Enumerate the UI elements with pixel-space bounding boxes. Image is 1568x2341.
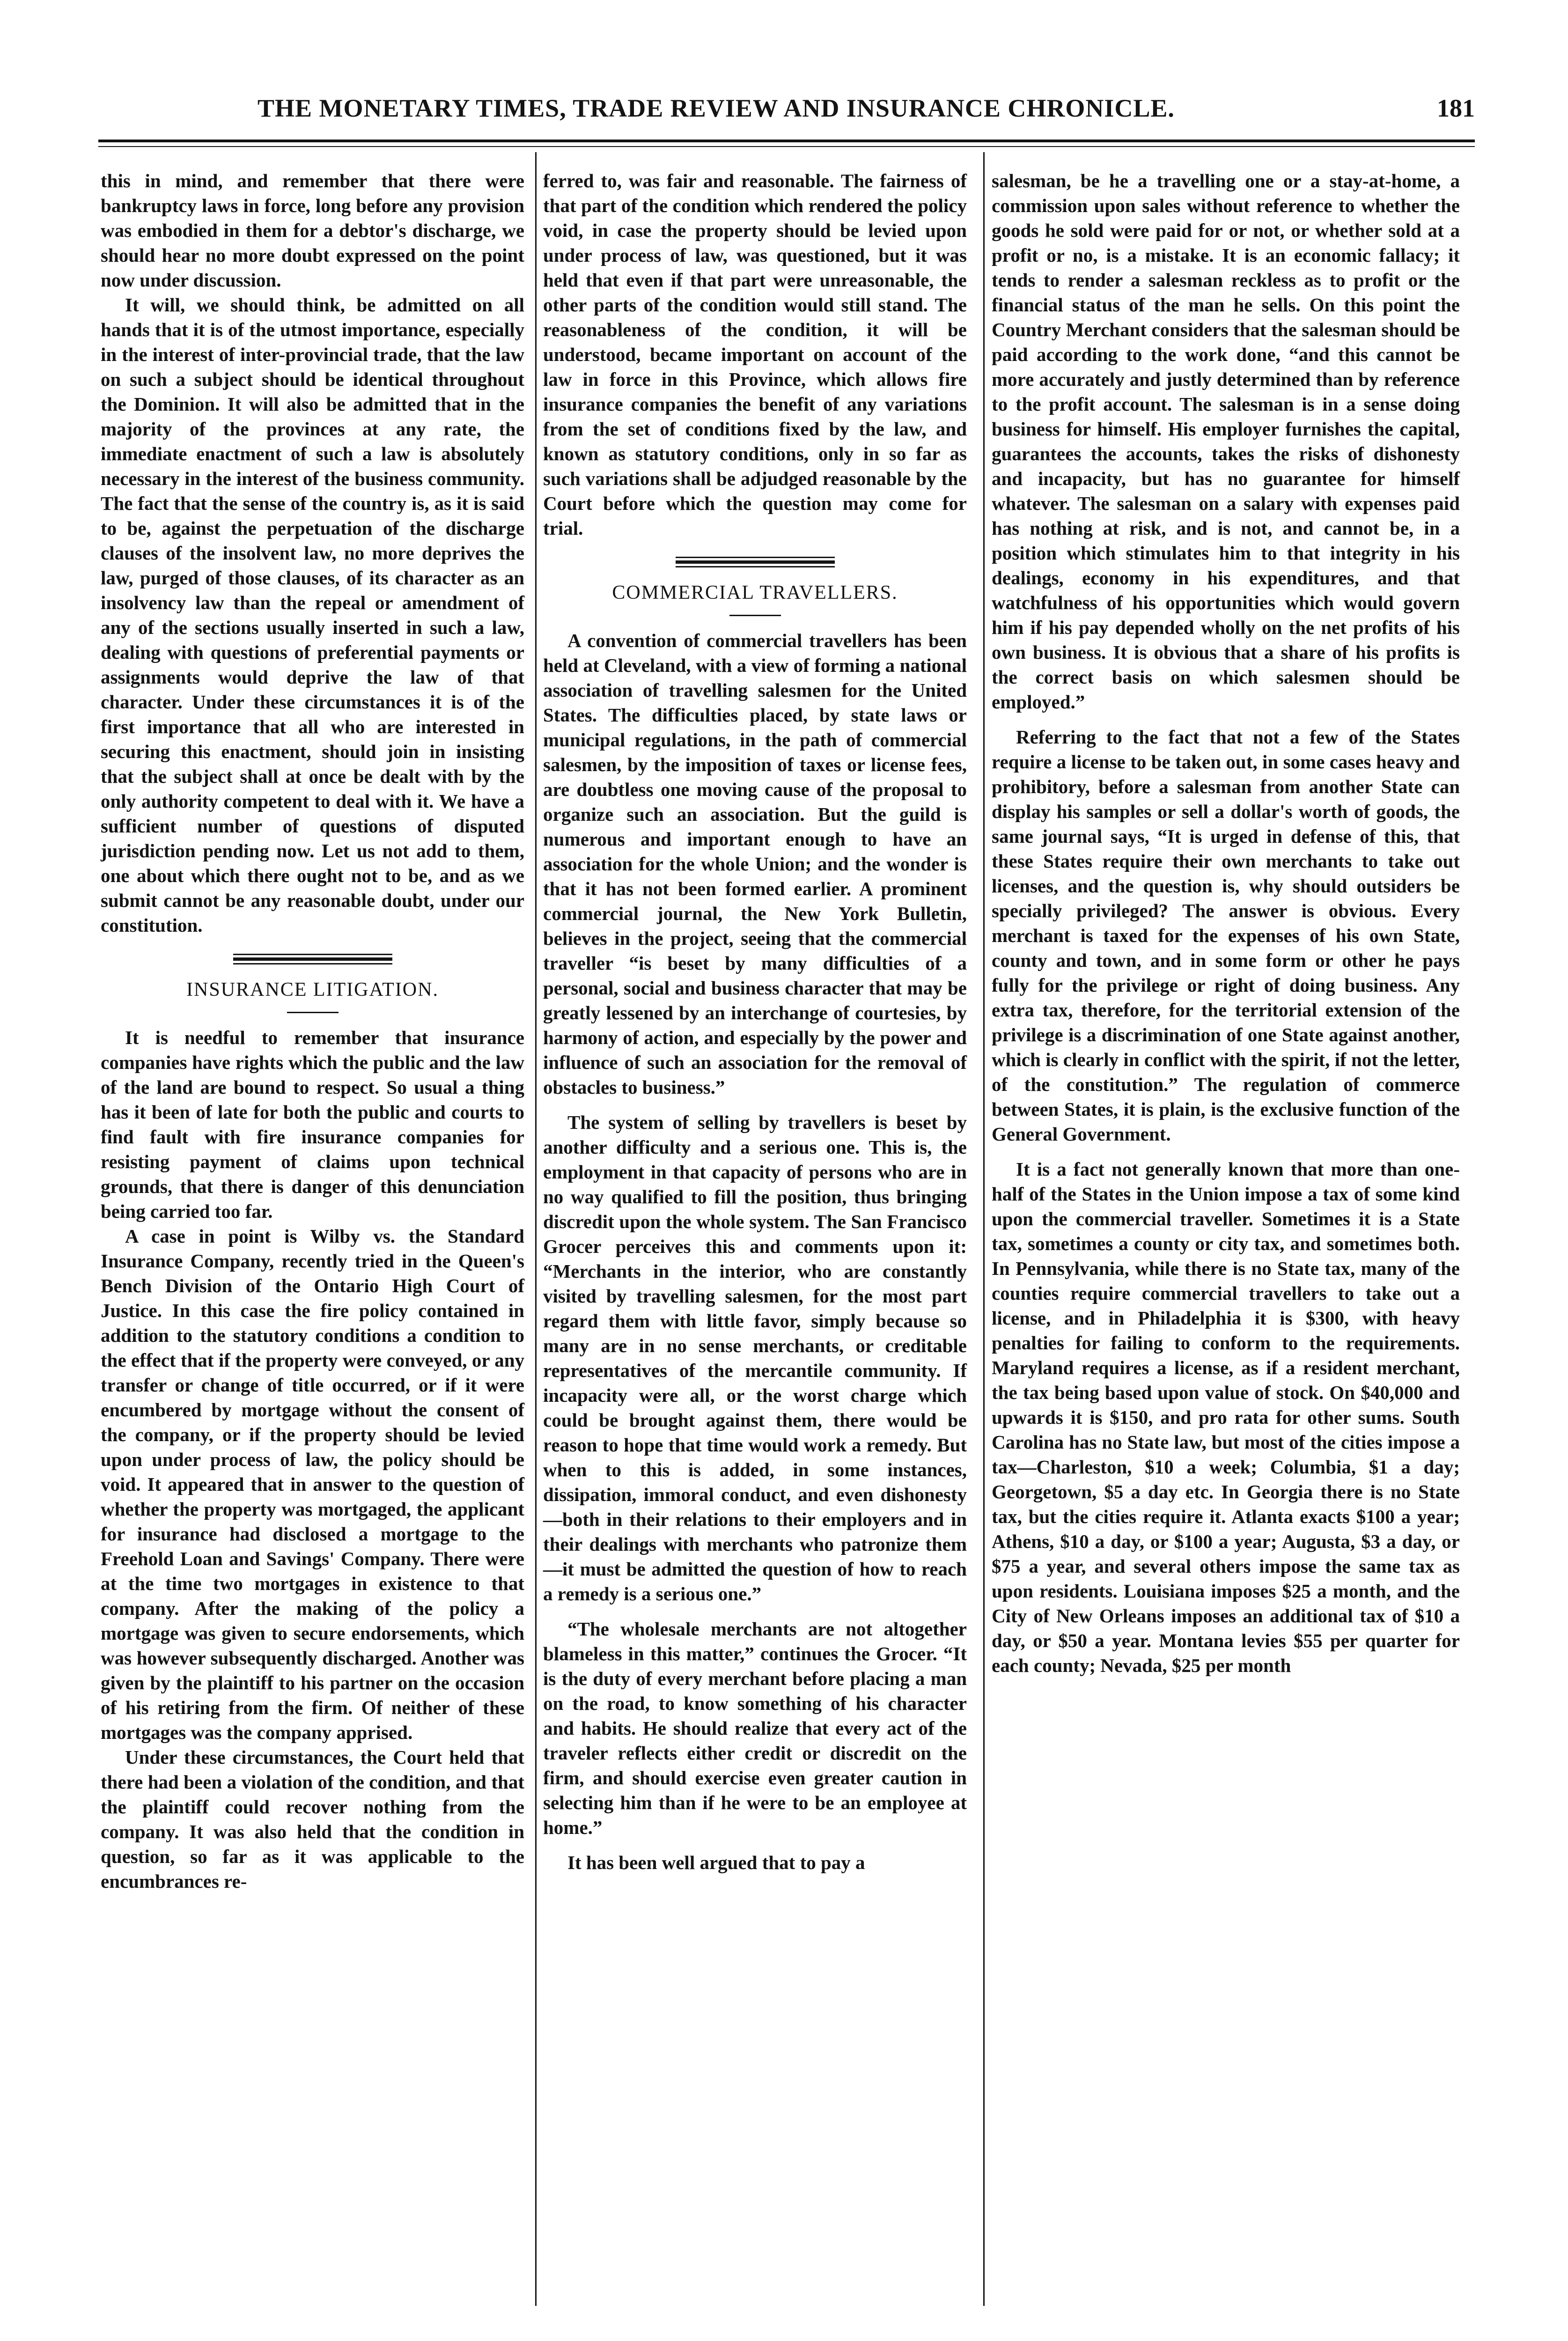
paragraph: It will, we should think, be admitted on all hands that it is of the utmost importance, especially in the interest of inter-provincial trade, that the law on such a subject should be identical throughout the Dominion. It will also be admitted that in the majority of the provinces at any rate, the immediate enactment of such a law is absolutely necessary in the interest of the business community. The fact that the sense of the country is, as it is said to be, against the perpetuation of the discharge clauses of the insolvent law, no more deprives the law, purged of those clauses, of its character as an insolvency law than the repeal or amendment of any of the sections usually inserted in such a law, dealing with questions of preferential payments or assignments would deprive the law of that character. Under these circumstances it is of the first importance that all who are interested in securing this enactment, should join in insisting that the subject shall at once be dealt with by the only authority competent to deal with it. We have a sufficient number of questions of disputed jurisdiction pending now. Let us not add to them, one about which there ought not to be, and as we submit cannot be any reasonable doubt, under our constitution. (101, 294, 524, 936)
paragraph: A case in point is Wilby vs. the Standard Insurance Company, recently tried in the Queen's Bench Division of the Ontario High Court of Justice. In this case the fire policy contained in addition to the statutory conditions a condition to the effect that if the property were conveyed, or any transfer or change of title occurred, or if it were encumbered by mortgage without the consent of the company, or if the property should be levied upon under process of law, the policy should be void. It appeared that in answer to the question of whether the property was mortgaged, the applicant for insurance had disclosed a mortgage to the Freehold Loan and Savings' Company. There were at the time two mortgages in existence to that company. After the making of the policy a mortgage was given to secure endorsements, which was however subsequently discharged. Another was given by the plaintiff to his partner on the occasion of his retiring from the firm. Of neither of these mortgages was the company apprised. (101, 1225, 524, 1743)
paragraph: Referring to the fact that not a few of the States require a license to be taken out, in some cases heavy and prohibitory, before a salesman from another State can display his samples or sell a dollar's worth of goods, the same journal says, “It is urged in defense of this, that these States require their own merchants to take out licenses, and the question is, why should outsiders be specially privileged? The answer is obvious. Every merchant is taxed for the expenses of his own State, county and town, and in some form or other he pays fully for the privilege or right of doing business. Any extra tax, therefore, for the territorial extension of the privilege is a discrimination of one State against another, which is clearly in conflict with the spirit, if not the letter, of the constitution.” The regulation of commerce between States, it is plain, is the exclusive function of the General Government. (992, 726, 1460, 1145)
paragraph: this in mind, and remember that there were bankruptcy laws in force, long before any provision was embodied in them for a debtor's discharge, we should hear no more doubt expressed on the point now under discussion. (101, 170, 524, 291)
column-divider-left (535, 152, 537, 2306)
paragraph: The system of selling by travellers is beset by another difficulty and a serious one. This is, the employment in that capacity of persons who are in no way qualified to fill the position, thus bringing discredit upon the whole system. The San Francisco Grocer perceives this and comments upon it: “Merchants in the interior, who are constantly visited by travelling salesmen, for the most part regard them with little favor, simply because so many are in no sense merchants, or creditable representatives of the mercantile community. If incapacity were all, or the worst charge which could be brought against them, there would be reason to hope that time would work a remedy. But when to this is added, in some instances, dissipation, immoral conduct, and even dishonesty—both in their relations to their employers and in their dealings with merchants who patronize them—it must be admitted the question of how to reach a remedy is a serious one.” (543, 1112, 967, 1605)
column-1 (101, 169, 524, 1894)
title-rule (287, 1012, 339, 1013)
page-number: 181 (1437, 94, 1475, 122)
paragraph: “The wholesale merchants are not altogether blameless in this matter,” continues the Grocer. “It is the duty of every merchant before placing a man on the road, to know something of his character and habits. He should realize that every act of the traveler reflects either credit or discredit on the firm, and should exercise even greater caution in selecting him than if he were to be an employee at home.” (543, 1618, 967, 1838)
column-2 (543, 169, 967, 1875)
header-rule-top (98, 140, 1475, 142)
paragraph: ferred to, was fair and reasonable. The fairness of that part of the condition which rendered the policy void, in case the property should be levied upon under process of law, was questioned, but it was held that even if that part were unreasonable, the other parts of the condition would still stand. The reasonableness of the condition, it will be understood, became important on account of the law in force in this Province, which allows fire insurance companies the benefit of any variations from the set of conditions fixed by the law, and known as statutory conditions, only in so far as such variations shall be adjudged reasonable by the Court before which the question may come for trial. (543, 170, 967, 539)
section-divider (233, 954, 392, 964)
paragraph: It has been well argued that to pay a (567, 1852, 865, 1873)
paragraph: salesman, be he a travelling one or a stay-at-home, a commission upon sales without reference to whether the goods he sold were paid for or not, or whether sold at a profit or no, is a mistake. It is an economic fallacy; it tends to render a salesman reckless as to profit or the financial status of the man he sells. On this point the Country Merchant considers that the salesman should be paid according to the work done, “and this cannot be more accurately and justly determined than by reference to the profit account. The salesman is in a sense doing business for himself. His employer furnishes the capital, guarantees the accounts, takes the risks of dishonesty and incapacity, but has no guarantee for himself whatever. The salesman on a salary with expenses paid has nothing at risk, and is not, and cannot be, in a position which stimulates him to that integrity in his dealings, economy in his expenditures, and that watchfulness of his opportunities which would govern him if his pay depended wholly on the net profits of his own business. It is obvious that a share of his profits is the correct basis on which salesmen should be employed.” (992, 170, 1460, 713)
paragraph: It is needful to remember that insurance companies have rights which the public and the law of the land are bound to respect. So usual a thing has it been of late for both the public and courts to find fault with fire insurance companies for resisting payment of claims upon technical grounds, that there is danger of this denunciation being carried too far. (101, 1027, 524, 1222)
title-rule (729, 615, 781, 616)
section-title-insurance-litigation: INSURANCE LITIGATION. (186, 979, 439, 1001)
header-rule-bottom (98, 146, 1475, 147)
paragraph: Under these circumstances, the Court held that there had been a violation of the condition, and that the plaintiff could recover nothing from the company. It was also held that the condition in question, so far as it was applicable to the encumbrances re- (101, 1746, 524, 1892)
paragraph: It is a fact not generally known that more than one-half of the States in the Union impose a tax of some kind upon the commercial traveller. Sometimes it is a State tax, sometimes a county or city tax, and sometimes both. In Pennsylvania, while there is no State tax, many of the counties require commercial travellers to take out a license, and in Philadelphia it is $300, with heavy penalties for failing to conform to the requirements. Maryland requires a license, as if a resident merchant, the tax being based upon value of stock. On $40,000 and upwards it is $150, and pro rata for other sums. South Carolina has no State law, but most of the cities impose a tax—Charleston, $10 a week; Columbia, $1 a day; Georgetown, $5 a day etc. In Georgia there is no State tax, but the cities require it. Atlanta exacts $100 a year; Athens, $10 a day, or $100 a year; Augusta, $3 a day, or $75 a year, and several others impose the same tax as upon residents. Louisiana imposes $25 a month, and the City of New Orleans imposes an additional tax of $10 a day, or $50 a year. Montana levies $55 per quarter for each county; Nevada, $25 per month (992, 1158, 1460, 1676)
paragraph: A convention of commercial travellers has been held at Cleveland, with a view of forming a national association of travelling salesmen for the United States. The difficulties placed, by state laws or municipal regulations, in the path of commercial salesmen, by the imposition of taxes or license fees, are doubtless one moving cause of the proposal to organize such an association. But the guild is numerous and important enough to have an association for the whole Union; and the wonder is that it has not been formed earlier. A prominent commercial journal, the New York Bulletin, believes in the project, seeing that the commercial traveller “is beset by many difficulties of a personal, social and business character that may be greatly lessened by an interchange of courtesies, by harmony of action, and especially by the power and influence of such an association for the removal of obstacles to business.” (543, 630, 967, 1098)
section-title-commercial-travellers: COMMERCIAL TRAVELLERS. (612, 582, 898, 604)
page-header (98, 89, 1475, 145)
running-title: THE MONETARY TIMES, TRADE REVIEW AND INSURANCE CHRONICLE. (258, 94, 1175, 122)
column-divider-right (983, 152, 985, 2306)
column-3 (992, 169, 1460, 1678)
section-divider (676, 557, 835, 567)
